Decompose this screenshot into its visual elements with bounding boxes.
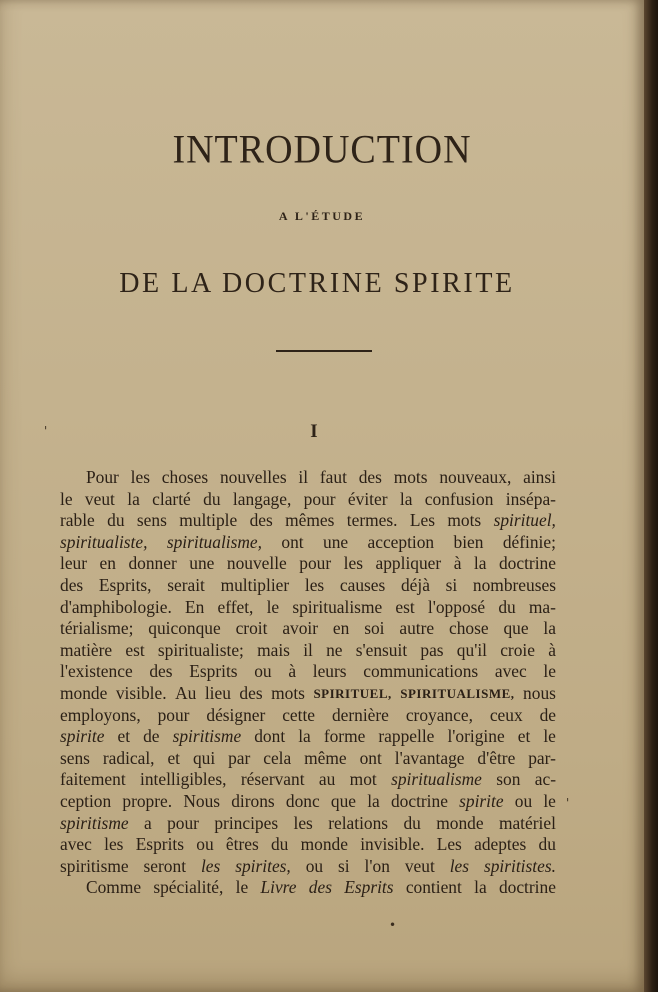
text-line	[60, 683, 556, 705]
word: spiritualiste,	[60, 531, 148, 552]
word: confusion	[424, 488, 494, 509]
section-number: I	[310, 421, 318, 442]
word: par	[228, 747, 251, 768]
word: choses	[161, 467, 209, 487]
word: principes	[214, 812, 279, 833]
word: des	[249, 510, 273, 531]
word: la	[298, 726, 311, 747]
text-line	[60, 553, 556, 575]
word: dirons	[231, 790, 275, 811]
word: faitement	[60, 769, 126, 790]
word: doctrine	[498, 877, 556, 898]
word: ne	[326, 639, 343, 660]
word: ma-	[528, 596, 556, 617]
word: Les	[436, 834, 462, 855]
word: effet,	[217, 596, 254, 617]
word: mots	[271, 682, 305, 703]
word: il	[298, 467, 309, 487]
word: le	[543, 661, 556, 682]
word: doctrine	[498, 553, 556, 574]
book-edge	[644, 0, 658, 992]
word: la	[367, 790, 380, 811]
word: SPIRITUEL,	[313, 685, 392, 701]
page-title-secondary: DE LA DOCTRINE SPIRITE	[119, 268, 515, 299]
word: du	[107, 510, 125, 531]
word: ou	[196, 834, 214, 855]
word: adeptes	[474, 834, 527, 855]
word: les	[304, 574, 325, 595]
word: si	[338, 855, 350, 876]
word: déjà	[400, 574, 430, 595]
word: ou	[514, 790, 533, 811]
word: spirites,	[235, 855, 291, 876]
word: veut	[404, 855, 435, 876]
word: radical,	[102, 747, 155, 768]
text-line	[60, 705, 556, 727]
word: l'existence	[60, 661, 133, 682]
word: Esprits	[189, 661, 238, 682]
text-line	[60, 834, 556, 856]
word: visible.	[115, 682, 167, 703]
text-line	[60, 510, 556, 532]
word: Pour	[86, 467, 119, 487]
word: forme	[323, 726, 366, 747]
word: la	[543, 618, 556, 639]
word: contient	[405, 877, 462, 898]
word: ou	[254, 661, 272, 682]
word: faut	[319, 467, 347, 487]
word: avoir	[282, 618, 319, 639]
word: spiritisme	[60, 812, 129, 833]
word: pour	[303, 488, 336, 509]
word: nouvelles	[219, 467, 287, 487]
text-line	[60, 856, 556, 878]
word: ception	[60, 790, 112, 811]
word: des	[149, 661, 173, 682]
word: Esprits	[135, 834, 184, 855]
word: est	[125, 639, 145, 660]
word: le	[543, 790, 556, 811]
word: dont	[254, 726, 286, 747]
word: les	[293, 812, 313, 833]
word: sens	[136, 510, 167, 531]
word: seront	[143, 855, 187, 876]
word: pour	[167, 812, 199, 833]
text-line	[60, 618, 556, 640]
word: des	[60, 574, 84, 595]
word: sens	[60, 747, 90, 768]
word: les	[449, 855, 470, 876]
word: serait	[167, 574, 205, 595]
word: pour	[299, 553, 332, 574]
word: d'être	[477, 747, 516, 768]
word: chose	[448, 618, 489, 639]
word: avec	[60, 834, 92, 855]
word: soi	[364, 618, 385, 639]
text-line	[60, 726, 556, 748]
word: rappelle	[378, 726, 435, 747]
word: du	[203, 488, 221, 509]
word: des	[239, 682, 263, 703]
word: veut	[84, 488, 115, 509]
word: au	[318, 769, 336, 790]
text-line	[60, 661, 556, 683]
word: réservant	[240, 769, 305, 790]
word: spirite	[459, 790, 504, 811]
word: la	[127, 488, 140, 509]
word: leur	[60, 553, 88, 574]
word: spirite	[60, 726, 105, 747]
word: multiplier	[220, 574, 290, 595]
word: Les	[409, 510, 435, 531]
print-speck: '	[566, 796, 570, 810]
word: intelligibles,	[140, 769, 227, 790]
word: cette	[282, 704, 316, 725]
text-line	[60, 748, 556, 770]
word: une	[189, 553, 215, 574]
word: Esprits,	[98, 574, 152, 595]
word: doctrine	[390, 790, 448, 811]
word: à	[288, 661, 297, 682]
word: mêmes	[285, 510, 335, 531]
word: insépa-	[505, 488, 556, 509]
word: et	[117, 726, 131, 747]
word: les	[200, 855, 221, 876]
word: la	[473, 553, 487, 574]
text-line	[60, 489, 556, 511]
word: son	[496, 769, 521, 790]
word: d'amphibologie.	[60, 596, 172, 617]
word: l'opposé	[427, 596, 486, 617]
word: du	[403, 812, 421, 833]
word: dernière	[331, 704, 389, 725]
word: avec	[494, 661, 527, 682]
word: de	[143, 726, 160, 747]
word: le	[235, 877, 249, 898]
word: a	[143, 812, 152, 833]
word: en	[99, 553, 116, 574]
word: si	[445, 574, 458, 595]
word: spiritualiste;	[157, 639, 244, 660]
text-line	[60, 791, 556, 813]
word: leurs	[312, 661, 347, 682]
word: matériel	[498, 812, 556, 833]
word: les	[104, 834, 124, 855]
word: à	[548, 639, 556, 660]
word: la	[474, 877, 487, 898]
word: donc	[285, 790, 320, 811]
word: cela	[263, 747, 292, 768]
word: à	[453, 553, 462, 574]
word: et	[167, 747, 181, 768]
word: rable	[60, 510, 95, 531]
word: des	[358, 467, 382, 487]
word: en	[332, 618, 350, 639]
word: monde	[60, 682, 108, 703]
word: croyance,	[405, 704, 473, 725]
word: nouveaux,	[439, 467, 512, 487]
word: qu'il	[456, 639, 487, 660]
page-title: INTRODUCTION	[172, 127, 472, 173]
word: Esprits	[344, 877, 394, 898]
word: désigner	[206, 704, 266, 725]
word: croie	[500, 639, 535, 660]
word: clarté	[152, 488, 191, 509]
word: les	[130, 467, 150, 487]
word: mots	[393, 467, 428, 487]
word: ou	[305, 855, 324, 876]
word: Nous	[183, 790, 221, 811]
word: En	[185, 596, 205, 617]
word: du	[538, 834, 556, 855]
word: nous	[523, 682, 556, 703]
word: lieu	[204, 682, 231, 703]
word: langage,	[232, 488, 292, 509]
word: ont	[281, 531, 304, 552]
word: Au	[175, 682, 197, 703]
word: croit	[235, 618, 268, 639]
word: spiritualisme	[391, 769, 482, 790]
word: la	[399, 488, 413, 509]
text-line	[60, 877, 556, 899]
word: autre	[399, 618, 435, 639]
word: mais	[257, 639, 290, 660]
word: est	[395, 596, 415, 617]
word: SPIRITUALISME,	[400, 685, 515, 701]
word: invisible.	[360, 834, 425, 855]
text-line	[60, 640, 556, 662]
word: Livre	[260, 877, 297, 898]
word: monde	[300, 834, 348, 855]
text-line	[60, 467, 556, 489]
word: ceux	[489, 704, 523, 725]
word: relations	[328, 812, 389, 833]
word: monde	[436, 812, 484, 833]
page-subtitle: A L'ÉTUDE	[278, 209, 366, 223]
word: il	[303, 639, 313, 660]
word: mot	[349, 769, 377, 790]
word: même	[304, 747, 347, 768]
word: termes.	[346, 510, 398, 531]
word: appliquer	[375, 553, 442, 574]
word: par-	[528, 747, 556, 768]
print-speck: '	[44, 424, 48, 438]
word: l'origine	[447, 726, 505, 747]
word: spiritisme	[172, 726, 242, 747]
word: que	[503, 618, 529, 639]
text-line	[60, 597, 556, 619]
word: que	[330, 790, 357, 811]
word: nouvelle	[226, 553, 287, 574]
word: êtres	[225, 834, 259, 855]
word: du	[270, 834, 289, 855]
word: acception	[367, 531, 435, 552]
text-line	[60, 813, 556, 835]
word: communications	[363, 661, 479, 682]
word: bien	[453, 531, 484, 552]
print-speck: •	[389, 918, 397, 932]
word: du	[498, 596, 516, 617]
word: mots	[447, 510, 482, 531]
word: employons,	[60, 704, 141, 725]
word: nombreuses	[472, 574, 556, 595]
word: spiritisme	[60, 855, 129, 876]
word: spécialité,	[153, 877, 224, 898]
word: Comme	[86, 877, 142, 898]
word: ac-	[534, 769, 556, 790]
text-line	[60, 769, 556, 791]
word: multiple	[179, 510, 238, 531]
word: l'avantage	[394, 747, 465, 768]
word: qui	[192, 747, 216, 768]
title-rule	[276, 350, 372, 352]
word: pour	[157, 704, 190, 725]
word: de	[539, 704, 556, 725]
word: le	[266, 596, 280, 617]
word: donner	[128, 553, 177, 574]
word: le	[60, 488, 73, 509]
text-line	[60, 532, 556, 554]
word: spiritistes.	[483, 855, 556, 876]
word: matière	[60, 639, 113, 660]
word: térialisme;	[60, 618, 134, 639]
word: quiconque	[148, 618, 221, 639]
word: causes	[339, 574, 386, 595]
word: spirituel,	[493, 510, 556, 531]
word: éviter	[347, 488, 388, 509]
word: des	[308, 877, 332, 898]
word: une	[323, 531, 349, 552]
body-text	[60, 467, 556, 899]
text-line	[60, 575, 556, 597]
word: spiritualisme	[292, 596, 383, 617]
word: ainsi	[523, 467, 556, 487]
word: les	[343, 553, 363, 574]
word: l'on	[364, 855, 390, 876]
word: ont	[359, 747, 382, 768]
word: et	[517, 726, 531, 747]
word: définie;	[502, 531, 556, 552]
word: s'ensuit	[355, 639, 408, 660]
word: propre.	[122, 790, 173, 811]
word: pas	[420, 639, 444, 660]
word: le	[543, 726, 556, 747]
word: spiritualisme,	[166, 531, 263, 552]
